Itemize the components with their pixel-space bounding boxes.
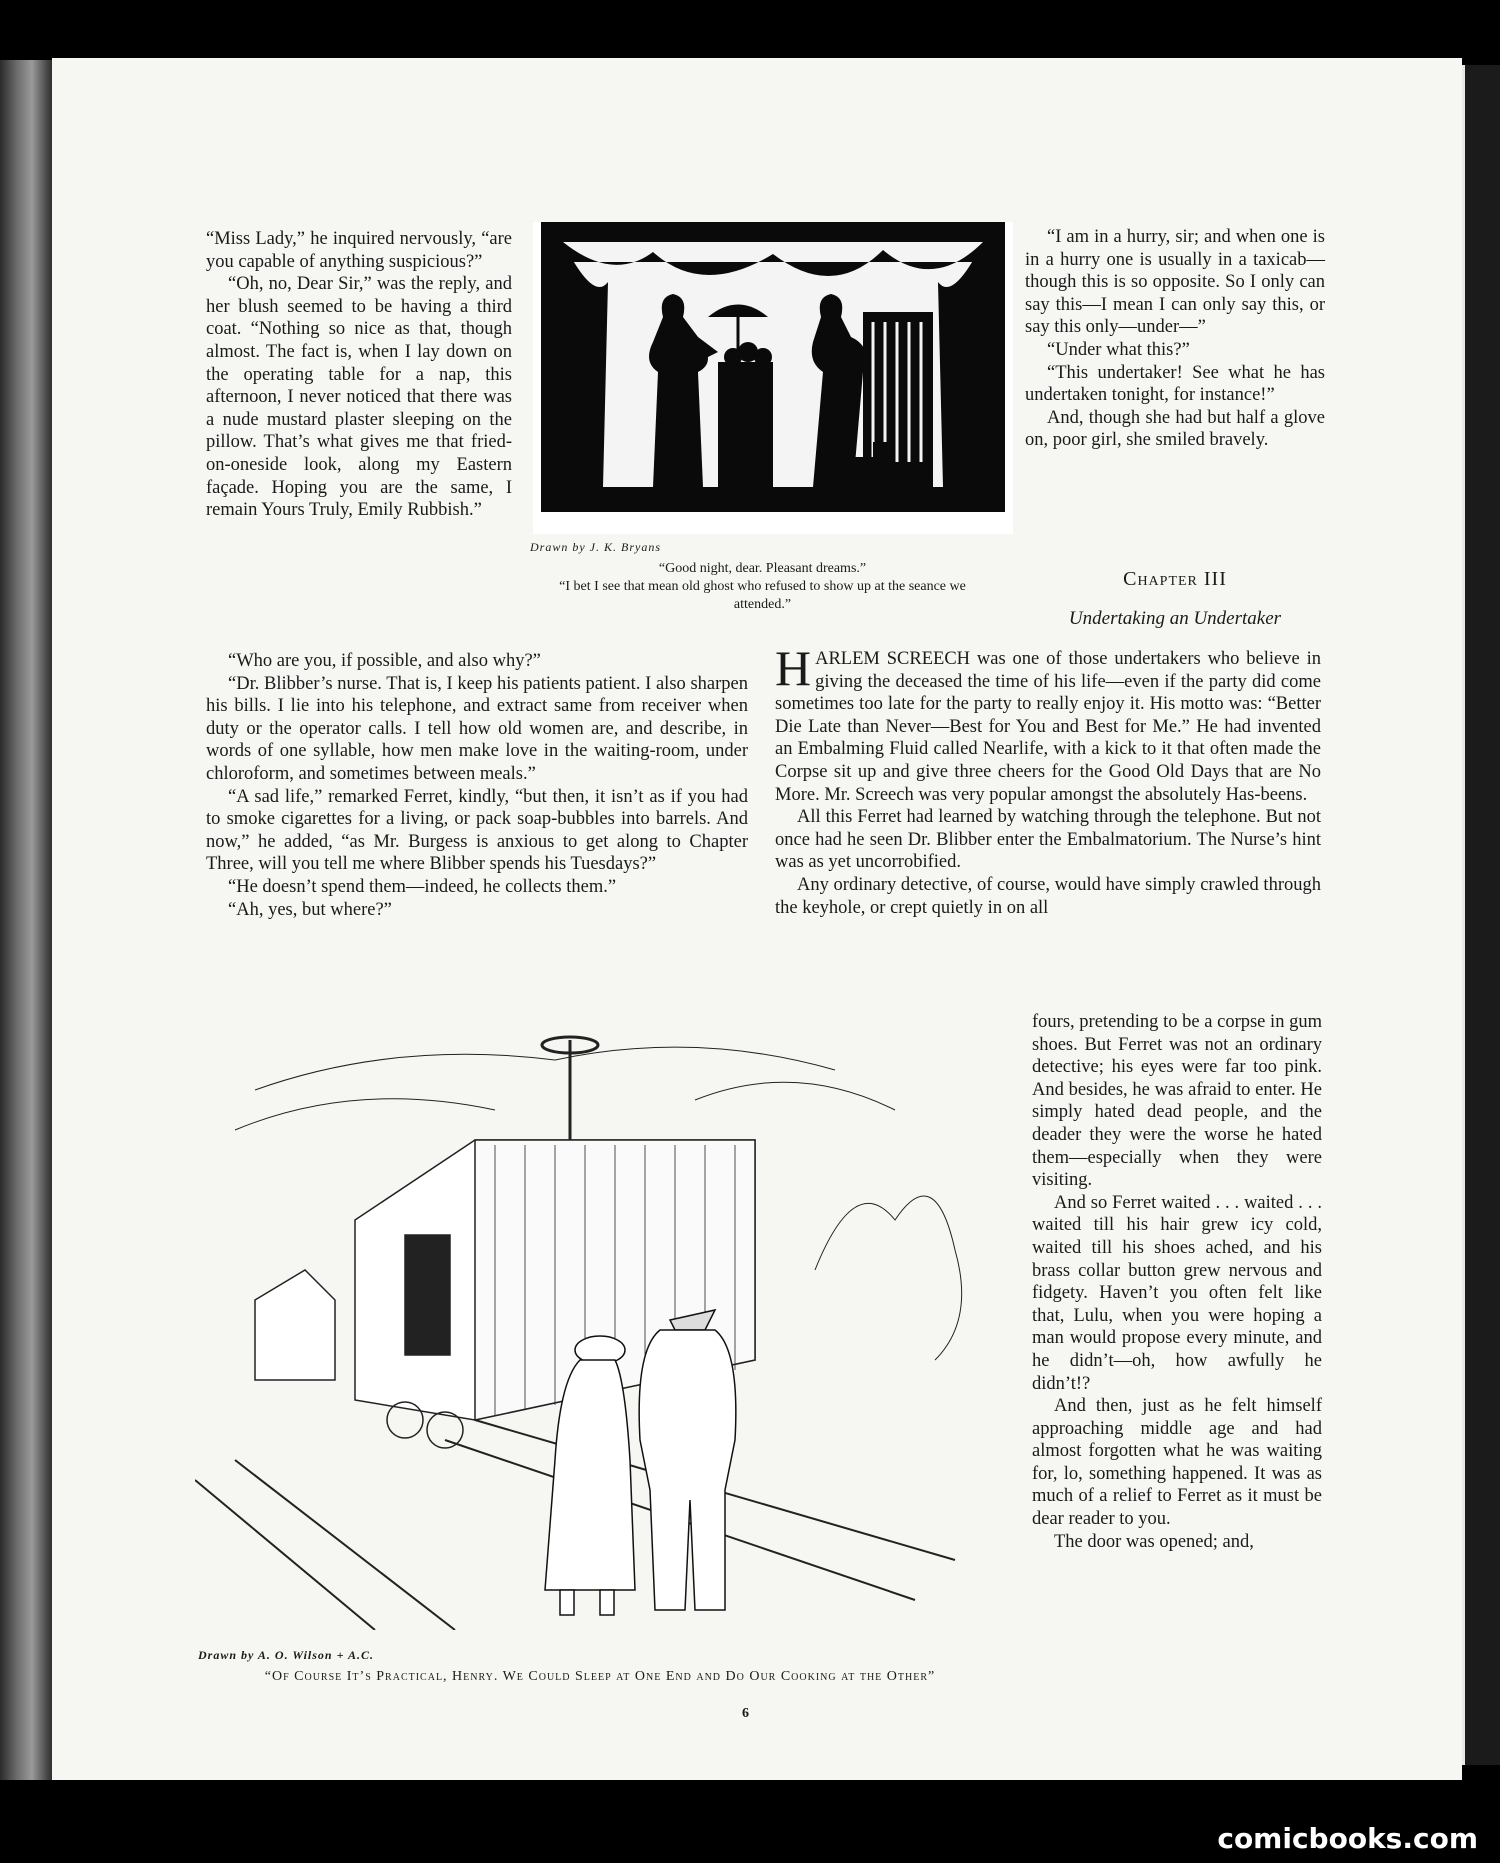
silhouette-image bbox=[533, 222, 1013, 534]
illustration-caption bbox=[530, 560, 995, 614]
paragraph-text: ARLEM SCREECH was one of those undertakers who believe in giving the deceased the time of his life—even if the party did come sometimes too late for the party to really enjoy it. His motto was: “Better Die Late than Never—Best for You and Best for Me.” He had invented an Embalming Fluid called Nearlife, with a kick to it that often made the Corpse sit up and give three cheers for the Good Old Days that are No More. Mr. Screech was very popular amongst the absolutely Has-beens. bbox=[775, 649, 1321, 805]
illustration-credit: Drawn by J. K. Bryans bbox=[530, 540, 661, 554]
paragraph: All this Ferret had learned by watching through the telephone. But not once had he seen Dr. Blibber enter the Embalmatorium. The Nurse’s hint was as yet uncorrobified. bbox=[775, 807, 1321, 873]
page-number: 6 bbox=[742, 1706, 749, 1721]
drop-cap: H bbox=[775, 640, 812, 696]
watermark: comicbooks.com bbox=[1217, 1822, 1478, 1855]
paragraph: “Dr. Blibber’s nurse. That is, I keep his patients patient. I also sharpen his bills. I lie into his telephone, and extract same from receiver when duty or the operator calls. I tell how old women are, and describe, in words of one syllable, how men make love in the waiting-room, under chloroform, and sometimes between meals.” bbox=[206, 673, 748, 784]
paragraph: And, though she had but half a glove on, poor girl, she smiled bravely. bbox=[1025, 407, 1325, 451]
facing-page-edge bbox=[1462, 65, 1500, 1765]
column-right-narrow bbox=[1032, 1011, 1322, 1553]
paragraph: “This undertaker! See what he has undertaken tonight, for instance!” bbox=[1025, 362, 1325, 406]
chapter-title: Chapter III bbox=[1123, 568, 1227, 590]
paragraph: And then, just as he felt himself approaching middle age and had almost forgotten what he was waiting for, lo, something happened. It was as much of a relief to Ferret as it must be dear reader to you. bbox=[1032, 1396, 1322, 1530]
column-right-main bbox=[775, 640, 1321, 919]
column-right-top bbox=[1025, 226, 1325, 452]
paragraph bbox=[775, 640, 1321, 806]
paragraph: “Who are you, if possible, and also why?” bbox=[228, 651, 541, 671]
paragraph: “I am in a hurry, sir; and when one is in a hurry one is usually in a taxicab—though this is so opposite. So I only can say this—I mean I can only say this, or say this only—under—” bbox=[1025, 227, 1325, 338]
paragraph: And so Ferret waited . . . waited . . . waited till his hair grew icy cold, waited till his shoes ached, and his brass collar button grew nervous and fidgety. Haven’t you often felt like that, Lulu, when you were hoping a man would propose every minute, and he didn’t—oh, how awfully he didn’t!? bbox=[1032, 1192, 1322, 1394]
silhouette-illustration bbox=[533, 222, 1013, 534]
paragraph: “Miss Lady,” he inquired nervously, “are you capable of anything suspicious?” bbox=[206, 229, 512, 272]
paragraph: “A sad life,” remarked Ferret, kindly, “but then, it isn’t as if you had to smoke cigarettes for a living, or pack soap-bubbles into barrels. And now,” he added, “as Mr. Burgess is anxious to get along to Chapter Three, will you tell me where Blibber spends his Tuesdays?” bbox=[206, 786, 748, 875]
paragraph: The door was opened; and, bbox=[1054, 1531, 1254, 1552]
paragraph: “He doesn’t spend them—indeed, he collects them.” bbox=[228, 876, 617, 897]
book-binding bbox=[0, 60, 58, 1780]
paragraph: Any ordinary detective, of course, would have simply crawled through the keyhole, or crept quietly in on all bbox=[775, 874, 1321, 918]
column-left-bottom bbox=[206, 650, 748, 921]
caption-line: “Good night, dear. Pleasant dreams.” bbox=[658, 561, 867, 576]
illustration-caption: “Of Course It’s Practical, Henry. We Could Sleep at One End and Do Our Cooking at the Other” bbox=[264, 1669, 936, 1684]
boxcar-image bbox=[195, 1020, 1015, 1630]
paragraph: “Oh, no, Dear Sir,” was the reply, and her blush seemed to be having a third coat. “Nothing so nice as that, though almost. The fact is, when I lay down on the operating table for a nap, this afternoon, I never noticed that there was a nude mustard plaster sleeping on the pillow. That’s what gives me that fried-on-oneside look, along my Eastern façade. Hoping you are the same, I remain Yours Truly, Emily Rubbish.” bbox=[206, 274, 512, 521]
paragraph: fours, pretending to be a corpse in gum shoes. But Ferret was not an ordinary detective; his eyes were far too pink. And besides, he was afraid to enter. He simply hated dead people, and the deader they were the worse he hated them—especially when they were visiting. bbox=[1032, 1012, 1322, 1191]
paragraph: “Ah, yes, but where?” bbox=[228, 899, 392, 920]
column-left-top bbox=[206, 228, 512, 522]
boxcar-illustration bbox=[195, 1020, 1015, 1630]
paragraph: “Under what this?” bbox=[1047, 339, 1190, 360]
caption-line: “I bet I see that mean old ghost who refused to show up at the seance we attended.” bbox=[559, 579, 966, 612]
chapter-subtitle: Undertaking an Undertaker bbox=[1068, 608, 1282, 629]
illustration-credit: Drawn by A. O. Wilson + A.C. bbox=[198, 1648, 374, 1662]
